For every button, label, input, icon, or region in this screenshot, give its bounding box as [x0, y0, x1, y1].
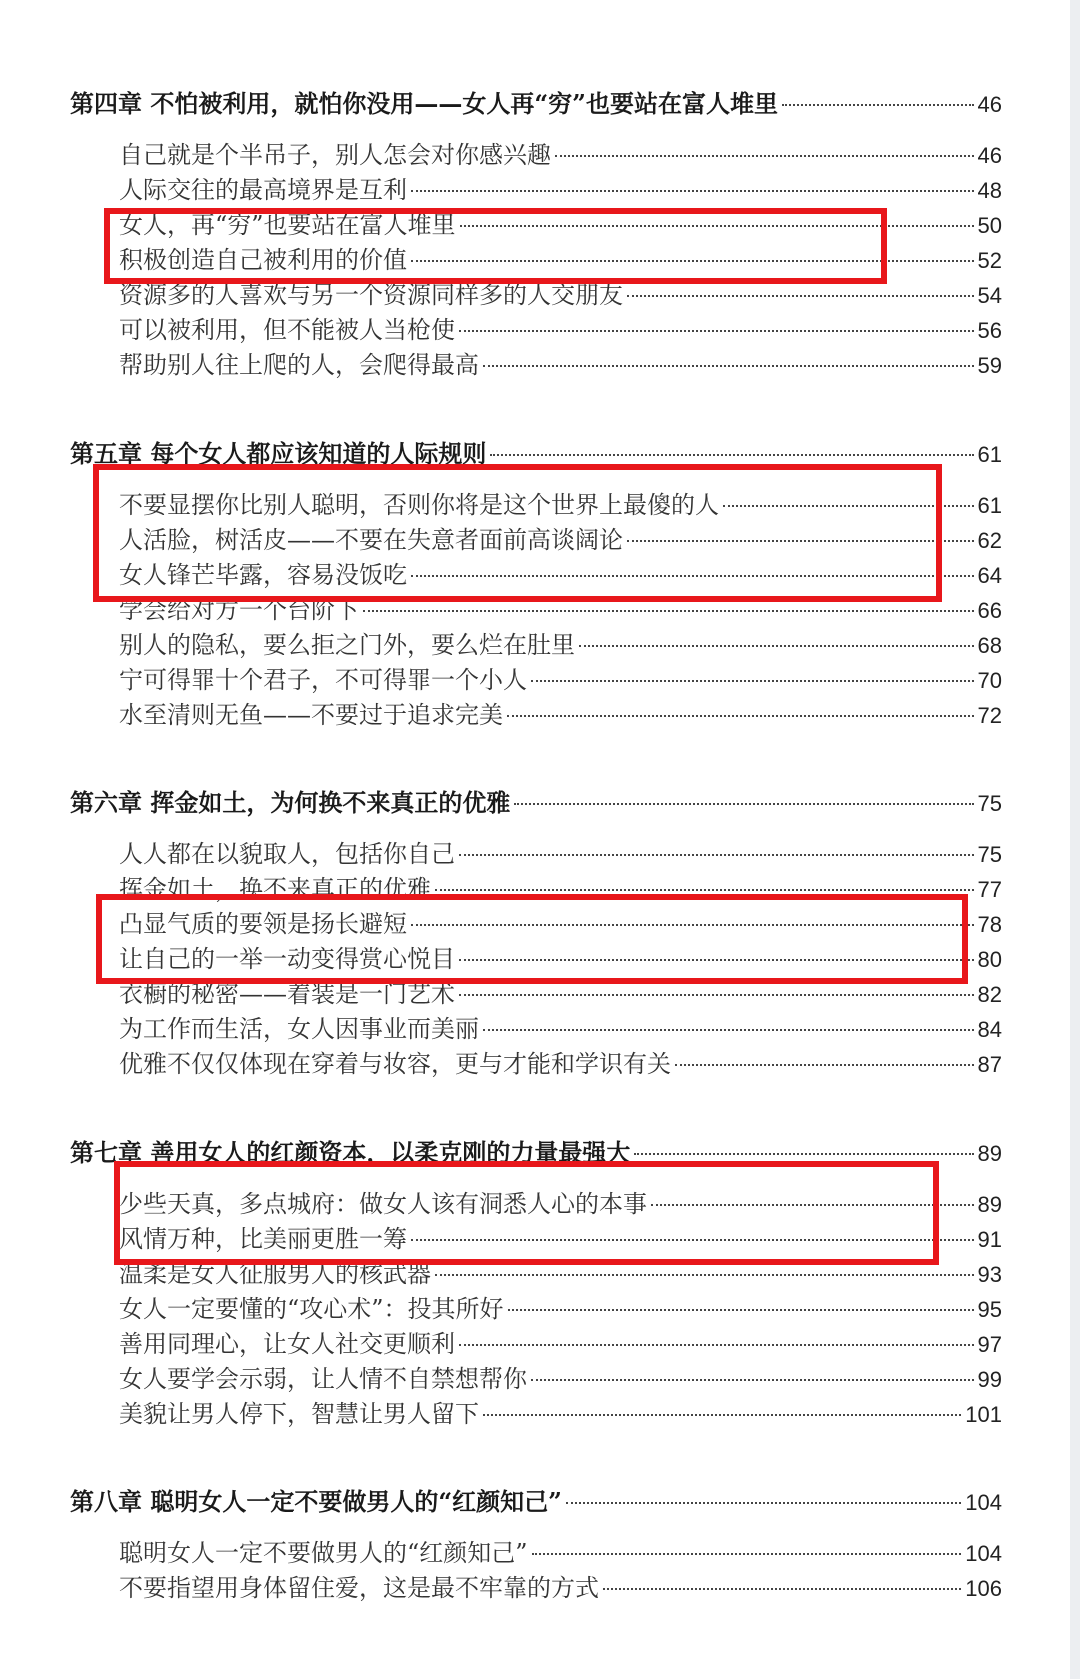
- section-title: 帮助别人往上爬的人，会爬得最高: [119, 351, 479, 379]
- page-number: 75: [977, 791, 1002, 816]
- page-number: 89: [977, 1141, 1002, 1166]
- section-title: 人人都在以貌取人，包括你自己: [119, 840, 455, 868]
- section-title: 别人的隐私，要么拒之门外，要么烂在肚里: [119, 631, 575, 659]
- highlight-box: [104, 208, 887, 284]
- dot-leader: [603, 1588, 961, 1590]
- dot-leader: [490, 454, 973, 456]
- chapter-title: 第八章 聪明女人一定不要做男人的“红颜知己”: [70, 1487, 562, 1516]
- dot-leader: [459, 330, 974, 332]
- highlight-box: [93, 464, 942, 602]
- page-number: 66: [977, 598, 1002, 623]
- dot-leader: [782, 104, 974, 106]
- section-title: 可以被利用，但不能被人当枪使: [119, 316, 455, 344]
- section-title: 少些天真，多点城府：做女人该有洞悉人心的本事: [119, 1190, 647, 1218]
- dot-leader: [459, 994, 974, 996]
- section-title: 让自己的一举一动变得赏心悦目: [119, 945, 455, 973]
- chapter-title: 第七章 善用女人的红颜资本，以柔克刚的力量最强大: [70, 1138, 631, 1167]
- page-number: 54: [977, 283, 1002, 308]
- toc-entry: [119, 1536, 1002, 1571]
- chapter-heading: [70, 1484, 1002, 1519]
- section-title: 女人，再“穷”也要站在富人堆里: [119, 211, 456, 239]
- page-number: 61: [977, 442, 1002, 467]
- section-title: 资源多的人喜欢与另一个资源同样多的人交朋友: [119, 281, 623, 309]
- dot-leader: [411, 190, 974, 192]
- dot-leader: [459, 854, 974, 856]
- highlight-box: [96, 894, 968, 984]
- toc-entry: [119, 1571, 1002, 1606]
- section-title: 凸显气质的要领是扬长避短: [119, 910, 407, 938]
- dot-leader: [483, 1414, 961, 1416]
- page-number: 46: [977, 92, 1002, 117]
- toc-entry: [119, 348, 1002, 383]
- highlight-box: [114, 1161, 939, 1265]
- toc-entry: [119, 173, 1002, 208]
- page-number: 50: [977, 213, 1002, 238]
- dot-leader: [579, 645, 974, 647]
- chapter-title: 第六章 挥金如土，为何换不来真正的优雅: [70, 788, 511, 817]
- toc-entry: [119, 138, 1002, 173]
- dot-leader: [514, 803, 973, 805]
- toc-entry: [119, 663, 1002, 698]
- page-number: 62: [977, 528, 1002, 553]
- dot-leader: [627, 295, 974, 297]
- page-number: 101: [965, 1402, 1002, 1427]
- page-number: 95: [977, 1297, 1002, 1322]
- page-number: 104: [965, 1541, 1002, 1566]
- toc-entry: [119, 628, 1002, 663]
- section-title: 人活脸，树活皮——不要在失意者面前高谈阔论: [119, 526, 623, 554]
- section-title: 积极创造自己被利用的价值: [119, 246, 407, 274]
- dot-leader: [435, 1274, 974, 1276]
- section-title: 为工作而生活，女人因事业而美丽: [119, 1015, 479, 1043]
- dot-leader: [508, 1309, 974, 1311]
- section-title: 善用同理心，让女人社交更顺利: [119, 1330, 455, 1358]
- toc-entry: [119, 1012, 1002, 1047]
- page-number: 61: [977, 493, 1002, 518]
- dot-leader: [531, 1379, 974, 1381]
- section-title: 学会给对方一个台阶下: [119, 596, 359, 624]
- page-number: 72: [977, 703, 1002, 728]
- dot-leader: [363, 610, 974, 612]
- page-number: 59: [977, 353, 1002, 378]
- section-title: 女人要学会示弱，让人情不自禁想帮你: [119, 1365, 527, 1393]
- section-title: 风情万种，比美丽更胜一筹: [119, 1225, 407, 1253]
- dot-leader: [459, 1344, 974, 1346]
- page-number: 82: [977, 982, 1002, 1007]
- dot-leader: [634, 1153, 973, 1155]
- section-title: 不要显摆你比别人聪明，否则你将是这个世界上最傻的人: [119, 491, 719, 519]
- section-title: 挥金如土，换不来真正的优雅: [119, 875, 431, 903]
- section-title: 女人一定要懂的“攻心术”：投其所好: [119, 1295, 504, 1323]
- page-number: 75: [977, 842, 1002, 867]
- page-number: 104: [965, 1490, 1002, 1515]
- page-number: 64: [977, 563, 1002, 588]
- toc-entry: [119, 837, 1002, 872]
- section-title: 宁可得罪十个君子，不可得罪一个小人: [119, 666, 527, 694]
- section-title: 女人锋芒毕露，容易没饭吃: [119, 561, 407, 589]
- dot-leader: [555, 155, 974, 157]
- page-number: 99: [977, 1367, 1002, 1392]
- page-number: 87: [977, 1052, 1002, 1077]
- page-number: 91: [977, 1227, 1002, 1252]
- chapter-heading: [70, 86, 1002, 121]
- section-title: 优雅不仅仅体现在穿着与妆容，更与才能和学识有关: [119, 1050, 671, 1078]
- page-edge: [1070, 0, 1080, 1679]
- dot-leader: [435, 889, 974, 891]
- page-number: 70: [977, 668, 1002, 693]
- section-title: 美貌让男人停下，智慧让男人留下: [119, 1400, 479, 1428]
- dot-leader: [532, 1553, 962, 1555]
- page-number: 78: [977, 912, 1002, 937]
- toc-entry: [119, 1047, 1002, 1082]
- page-number: 52: [977, 248, 1002, 273]
- page-number: 97: [977, 1332, 1002, 1357]
- dot-leader: [483, 365, 974, 367]
- dot-leader: [675, 1064, 974, 1066]
- toc-entry: [119, 313, 1002, 348]
- toc-entry: [119, 1327, 1002, 1362]
- section-title: 不要指望用身体留住爱，这是最不牢靠的方式: [119, 1574, 599, 1602]
- page-number: 56: [977, 318, 1002, 343]
- dot-leader: [531, 680, 974, 682]
- section-title: 水至清则无鱼——不要过于追求完美: [119, 701, 503, 729]
- dot-leader: [483, 1029, 974, 1031]
- chapter-title: 第五章 每个女人都应该知道的人际规则: [70, 439, 487, 468]
- toc-entry: [119, 1362, 1002, 1397]
- page-number: 84: [977, 1017, 1002, 1042]
- page-number: 80: [977, 947, 1002, 972]
- section-title: 温柔是女人征服男人的核武器: [119, 1260, 431, 1288]
- page-number: 77: [977, 877, 1002, 902]
- section-title: 人际交往的最高境界是互利: [119, 176, 407, 204]
- chapter-title: 第四章 不怕被利用，就怕你没用——女人再“穷”也要站在富人堆里: [70, 89, 778, 118]
- chapter-heading: [70, 785, 1002, 820]
- section-title: 衣橱的秘密——着装是一门艺术: [119, 980, 455, 1008]
- section-title: 自己就是个半吊子，别人怎会对你感兴趣: [119, 141, 551, 169]
- page-number: 93: [977, 1262, 1002, 1287]
- dot-leader: [566, 1502, 961, 1504]
- toc-entry: [119, 698, 1002, 733]
- page-number: 68: [977, 633, 1002, 658]
- page-number: 89: [977, 1192, 1002, 1217]
- page-number: 46: [977, 143, 1002, 168]
- toc-entry: [119, 1397, 1002, 1432]
- page-number: 106: [965, 1576, 1002, 1601]
- toc-entry: [119, 1292, 1002, 1327]
- section-title: 聪明女人一定不要做男人的“红颜知己”: [119, 1539, 528, 1567]
- dot-leader: [507, 715, 974, 717]
- page-number: 48: [977, 178, 1002, 203]
